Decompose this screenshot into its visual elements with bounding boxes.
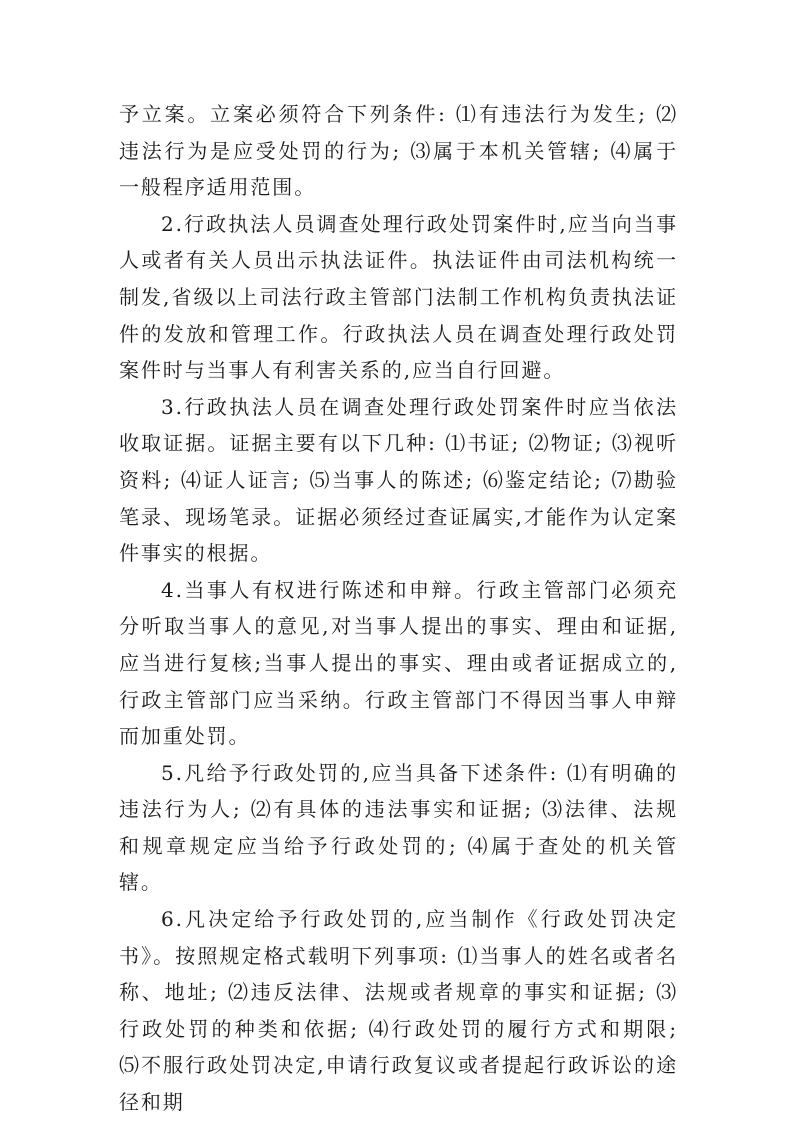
paragraph-item-4: 4.当事人有权进行陈述和申辩。行政主管部门必须充分听取当事人的意见,对当事人提出的事实、理由和证据,应当进行复核;当事人提出的事实、理由或者证据成立的,行政主管部门应当采纳。行政主管部门不得因当事人申辩而加重处罚。	[119, 577, 678, 749]
paragraph-item-2: 2.行政执法人员调查处理行政处罚案件时,应当向当事人或者有关人员出示执法证件。执法证件由司法机构统一制发,省级以上司法行政主管部门法制工作机构负责执法证件的发放和管理工作。行政执法人员在调查处理行政处罚案件时与当事人有利害关系的,应当自行回避。	[119, 211, 678, 383]
paragraph-item-3: 3.行政执法人员在调查处理行政处罚案件时应当依法收取证据。证据主要有以下几种: ⑴书证; ⑵物证; ⑶视听资料; ⑷证人证言; ⑸当事人的陈述; ⑹鉴定结论; ⑺勘验笔录、现场笔录。证据必须经过查证属实,才能作为认定案件事实的根据。	[119, 394, 678, 566]
paragraph-continuation: 予立案。立案必须符合下列条件: ⑴有违法行为发生; ⑵违法行为是应受处罚的行为; ⑶属于本机关管辖; ⑷属于一般程序适用范围。	[119, 102, 678, 200]
document-body	[119, 96, 678, 1121]
paragraph-item-6: 6.凡决定给予行政处罚的,应当制作《行政处罚决定书》。按照规定格式载明下列事项: ⑴当事人的姓名或者名称、地址; ⑵违反法律、法规或者规章的事实和证据; ⑶行政处罚的种类和依据; ⑷行政处罚的履行方式和期限; ⑸不服行政处罚决定,申请行政复议或者提起行政诉讼的途径和期	[119, 907, 678, 1115]
paragraph-item-5: 5.凡给予行政处罚的,应当具备下述条件: ⑴有明确的违法行为人; ⑵有具体的违法事实和证据; ⑶法律、法规和规章规定应当给予行政处罚的; ⑷属于查处的机关管辖。	[119, 760, 678, 895]
